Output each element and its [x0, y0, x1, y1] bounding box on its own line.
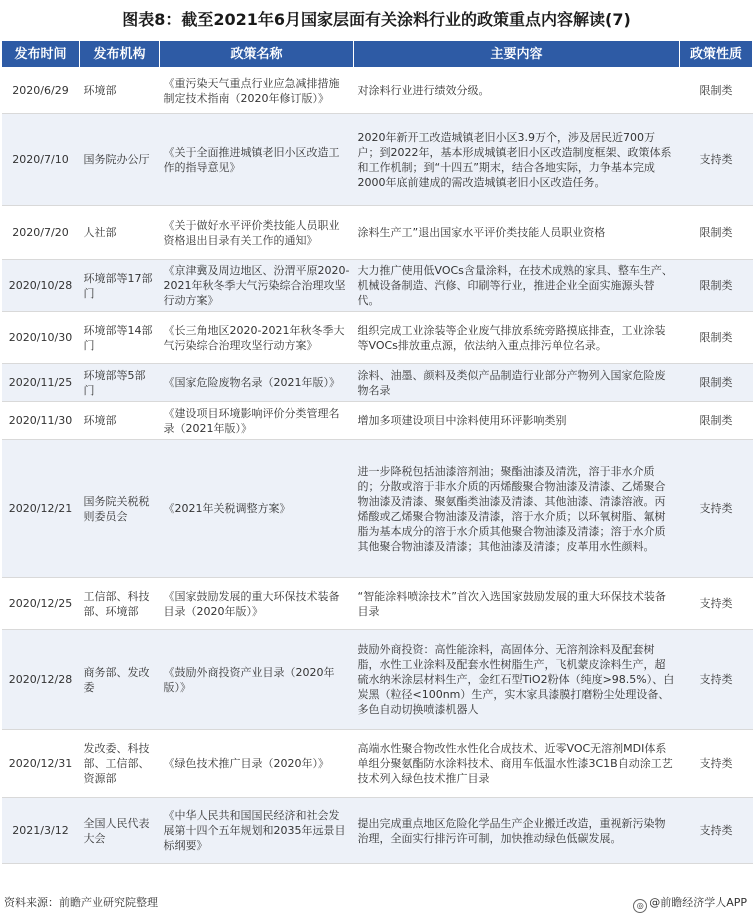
page-title: 图表8：截至2021年6月国家层面有关涂料行业的政策重点内容解读(7) [122, 10, 631, 29]
cell-type: 限制类 [680, 260, 753, 312]
cell-policy-name: 《关于全面推进城镇老旧小区改造工作的指导意见》 [160, 114, 354, 206]
cell-type: 支持类 [680, 730, 753, 798]
cell-org: 环境部等5部门 [80, 364, 160, 402]
cell-content: 进一步降税包括油漆溶剂油；聚酯油漆及清洗，溶于非水介质的；分散或溶于非水介质的丙烯酸聚合物油漆及清漆、乙烯聚合物油漆及清漆、聚氨酯类油漆及清漆、其他油漆、清漆溶液。丙烯酸或乙烯聚合物油漆及清漆，溶于水介质；以环氧树脂、氟树脂为基本成分的溶于水介质其他聚合物油漆及清漆；溶于水介质其他聚合物油漆及清漆；其他油漆及清漆；皮革用水性颜料。 [354, 440, 680, 578]
table-row [2, 630, 753, 730]
cell-type: 支持类 [680, 578, 753, 630]
cell-type: 限制类 [680, 206, 753, 260]
policy-table [1, 40, 753, 864]
cell-org: 环境部 [80, 68, 160, 114]
cell-type: 限制类 [680, 68, 753, 114]
cell-date: 2020/11/25 [2, 364, 80, 402]
brand-logo-icon: ◎ [633, 899, 647, 913]
cell-org: 商务部、发改委 [80, 630, 160, 730]
table-row [2, 730, 753, 798]
cell-org: 环境部等17部门 [80, 260, 160, 312]
table-row [2, 402, 753, 440]
brand-label: @前瞻经济学人APP [649, 896, 747, 909]
table-row [2, 798, 753, 864]
cell-policy-name: 《中华人民共和国国民经济和社会发展第十四个五年规划和2035年远景目标纲要》 [160, 798, 354, 864]
cell-type: 限制类 [680, 312, 753, 364]
cell-content: 增加多项建设项目中涂料使用环评影响类别 [354, 402, 680, 440]
cell-date: 2020/12/25 [2, 578, 80, 630]
cell-type: 支持类 [680, 798, 753, 864]
header-content: 主要内容 [354, 41, 680, 68]
cell-org: 工信部、科技部、环境部 [80, 578, 160, 630]
cell-date: 2020/12/28 [2, 630, 80, 730]
cell-org: 人社部 [80, 206, 160, 260]
cell-date: 2020/10/28 [2, 260, 80, 312]
cell-type: 限制类 [680, 402, 753, 440]
cell-org: 国务院办公厅 [80, 114, 160, 206]
header-type: 政策性质 [680, 41, 753, 68]
table-row [2, 440, 753, 578]
cell-type: 支持类 [680, 440, 753, 578]
cell-org: 环境部 [80, 402, 160, 440]
table-row [2, 68, 753, 114]
cell-content: “智能涂料喷涂技术”首次入选国家鼓励发展的重大环保技术装备目录 [354, 578, 680, 630]
cell-org: 国务院关税税则委员会 [80, 440, 160, 578]
cell-org: 环境部等14部门 [80, 312, 160, 364]
cell-policy-name: 《绿色技术推广目录（2020年）》 [160, 730, 354, 798]
cell-content: 对涂料行业进行绩效分级。 [354, 68, 680, 114]
cell-date: 2020/7/20 [2, 206, 80, 260]
cell-policy-name: 《建设项目环境影响评价分类管理名录（2021年版）》 [160, 402, 354, 440]
cell-policy-name: 《鼓励外商投资产业目录（2020年版）》 [160, 630, 354, 730]
cell-date: 2021/3/12 [2, 798, 80, 864]
header-org: 发布机构 [80, 41, 160, 68]
cell-policy-name: 《国家鼓励发展的重大环保技术装备目录（2020年版）》 [160, 578, 354, 630]
cell-policy-name: 《国家危险废物名录（2021年版）》 [160, 364, 354, 402]
brand-credit [633, 894, 747, 913]
cell-type: 限制类 [680, 364, 753, 402]
cell-type: 支持类 [680, 114, 753, 206]
cell-policy-name: 《2021年关税调整方案》 [160, 440, 354, 578]
cell-content: 涂料、油墨、颜料及类似产品制造行业部分产物列入国家危险废物名录 [354, 364, 680, 402]
table-row [2, 206, 753, 260]
cell-content: 组织完成工业涂装等企业废气排放系统旁路摸底排查，工业涂装等VOCs排放重点源，依法纳入重点排污单位名录。 [354, 312, 680, 364]
header-policy-name: 政策名称 [160, 41, 354, 68]
cell-org: 发改委、科技部、工信部、资源部 [80, 730, 160, 798]
cell-date: 2020/12/31 [2, 730, 80, 798]
cell-policy-name: 《关于做好水平评价类技能人员职业资格退出目录有关工作的通知》 [160, 206, 354, 260]
cell-content: 提出完成重点地区危险化学品生产企业搬迁改造，重视新污染物治理，全面实行排污许可制，加快推动绿色低碳发展。 [354, 798, 680, 864]
cell-content: 大力推广使用低VOCs含量涂料，在技术成熟的家具、整车生产、机械设备制造、汽修、印刷等行业，推进企业全面实施源头替代。 [354, 260, 680, 312]
footer [0, 886, 753, 916]
cell-date: 2020/7/10 [2, 114, 80, 206]
cell-type: 支持类 [680, 630, 753, 730]
table-row [2, 260, 753, 312]
cell-date: 2020/6/29 [2, 68, 80, 114]
cell-org: 全国人民代表大会 [80, 798, 160, 864]
cell-date: 2020/11/30 [2, 402, 80, 440]
table-row [2, 364, 753, 402]
table-header-row [2, 41, 753, 68]
table-row [2, 578, 753, 630]
cell-policy-name: 《长三角地区2020-2021年秋冬季大气污染综合治理攻坚行动方案》 [160, 312, 354, 364]
cell-content: 鼓励外商投资：高性能涂料，高固体分、无溶剂涂料及配套树脂，水性工业涂料及配套水性树脂生产，飞机蒙皮涂料生产，超硫水纳米涂层材料生产，金红石型TiO2粉体（纯度>98.5%）、白炭黑（粒径<100nm）生产，实木家具漆膜打磨粉尘处理设备、多色自动切换喷漆机器人 [354, 630, 680, 730]
cell-date: 2020/12/21 [2, 440, 80, 578]
cell-policy-name: 《京津冀及周边地区、汾渭平原2020-2021年秋冬季大气污染综合治理攻坚行动方案》 [160, 260, 354, 312]
table-row [2, 114, 753, 206]
cell-content: 2020年新开工改造城镇老旧小区3.9万个，涉及居民近700万户；到2022年，基本形成城镇老旧小区改造制度框架、政策体系和工作机制；到“十四五”期末，结合各地实际，力争基本完成2000年底前建成的需改造城镇老旧小区改造任务。 [354, 114, 680, 206]
cell-content: 高端水性聚合物改性水性化合成技术、近零VOC无溶剂MDI体系单组分聚氨酯防水涂料技术、商用车低温水性漆3C1B自动涂工艺技术列入绿色技术推广目录 [354, 730, 680, 798]
cell-content: 涂料生产工”退出国家水平评价类技能人员职业资格 [354, 206, 680, 260]
source-note: 资料来源：前瞻产业研究院整理 [4, 896, 158, 909]
header-date: 发布时间 [2, 41, 80, 68]
table-row [2, 312, 753, 364]
cell-date: 2020/10/30 [2, 312, 80, 364]
cell-policy-name: 《重污染天气重点行业应急减排措施制定技术指南（2020年修订版）》 [160, 68, 354, 114]
